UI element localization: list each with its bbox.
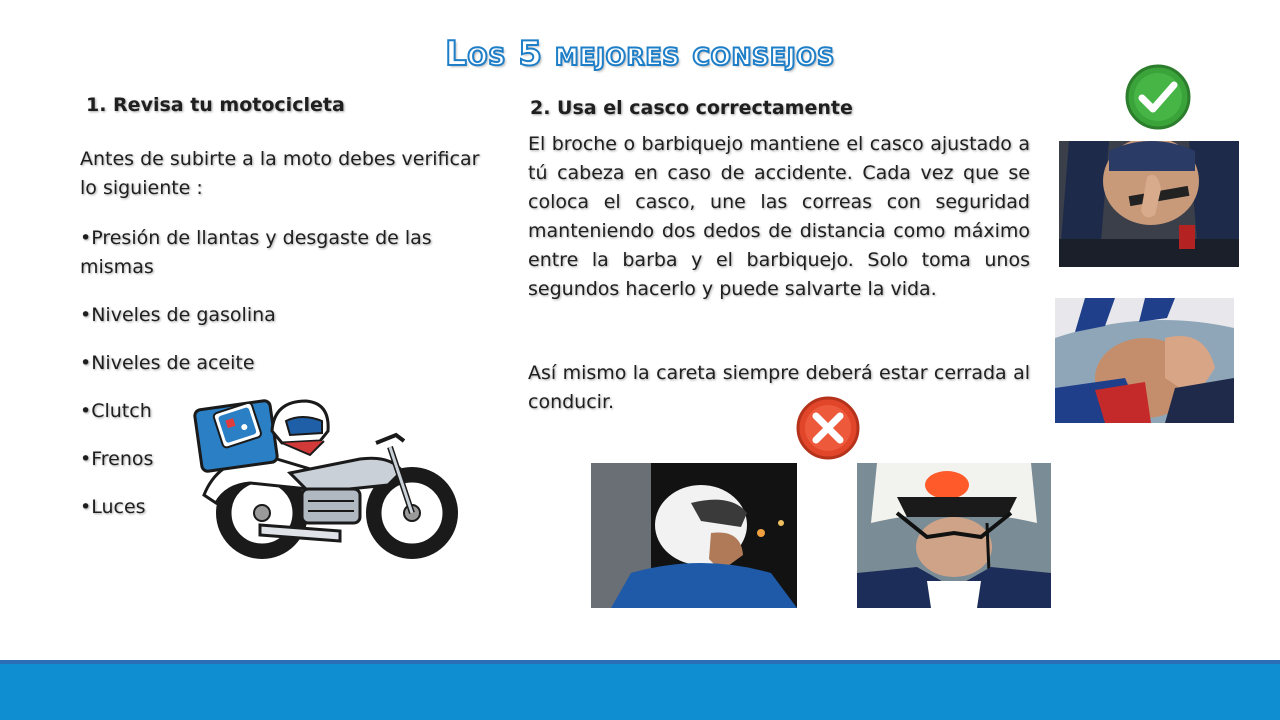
checklist-item: •Niveles de gasolina bbox=[80, 304, 276, 326]
visor-paragraph: Así mismo la careta siempre deberá estar cerrada al conducir. bbox=[528, 362, 1030, 413]
checklist-item: •Niveles de aceite bbox=[80, 352, 255, 374]
section1-intro: Antes de subirte a la moto debes verificar lo siguiente : bbox=[80, 148, 480, 199]
correct-strap-photo bbox=[1059, 141, 1239, 267]
checklist-item: •Presión de llantas y desgaste de las mismas bbox=[80, 227, 432, 278]
section2-heading: 2. Usa el casco correctamente bbox=[530, 97, 853, 119]
checklist-item: •Clutch bbox=[80, 400, 152, 422]
motorcycle-illustration bbox=[190, 385, 470, 565]
footer-bar bbox=[0, 664, 1280, 720]
correct-buckle-photo bbox=[1055, 298, 1234, 423]
check-icon bbox=[1124, 63, 1192, 131]
incorrect-visor-photo bbox=[591, 463, 797, 608]
checklist-item: •Frenos bbox=[80, 448, 154, 470]
helmet-paragraph: El broche o barbiquejo mantiene el casco ajustado a tú cabeza en caso de accidente. Cada vez que se coloca el casco, une las correas con seguridad manteniendo dos dedos de distancia como máximo entre la barba y el barbiquejo. Solo toma unos segundos hacerlo y puede salvarte la vida. bbox=[528, 133, 1030, 300]
slide-title: Los 5 mejores consejos bbox=[445, 34, 835, 74]
x-icon bbox=[795, 395, 861, 461]
incorrect-strap-photo bbox=[857, 463, 1051, 608]
checklist-item: •Luces bbox=[80, 496, 146, 518]
section1-heading: 1. Revisa tu motocicleta bbox=[86, 94, 345, 116]
